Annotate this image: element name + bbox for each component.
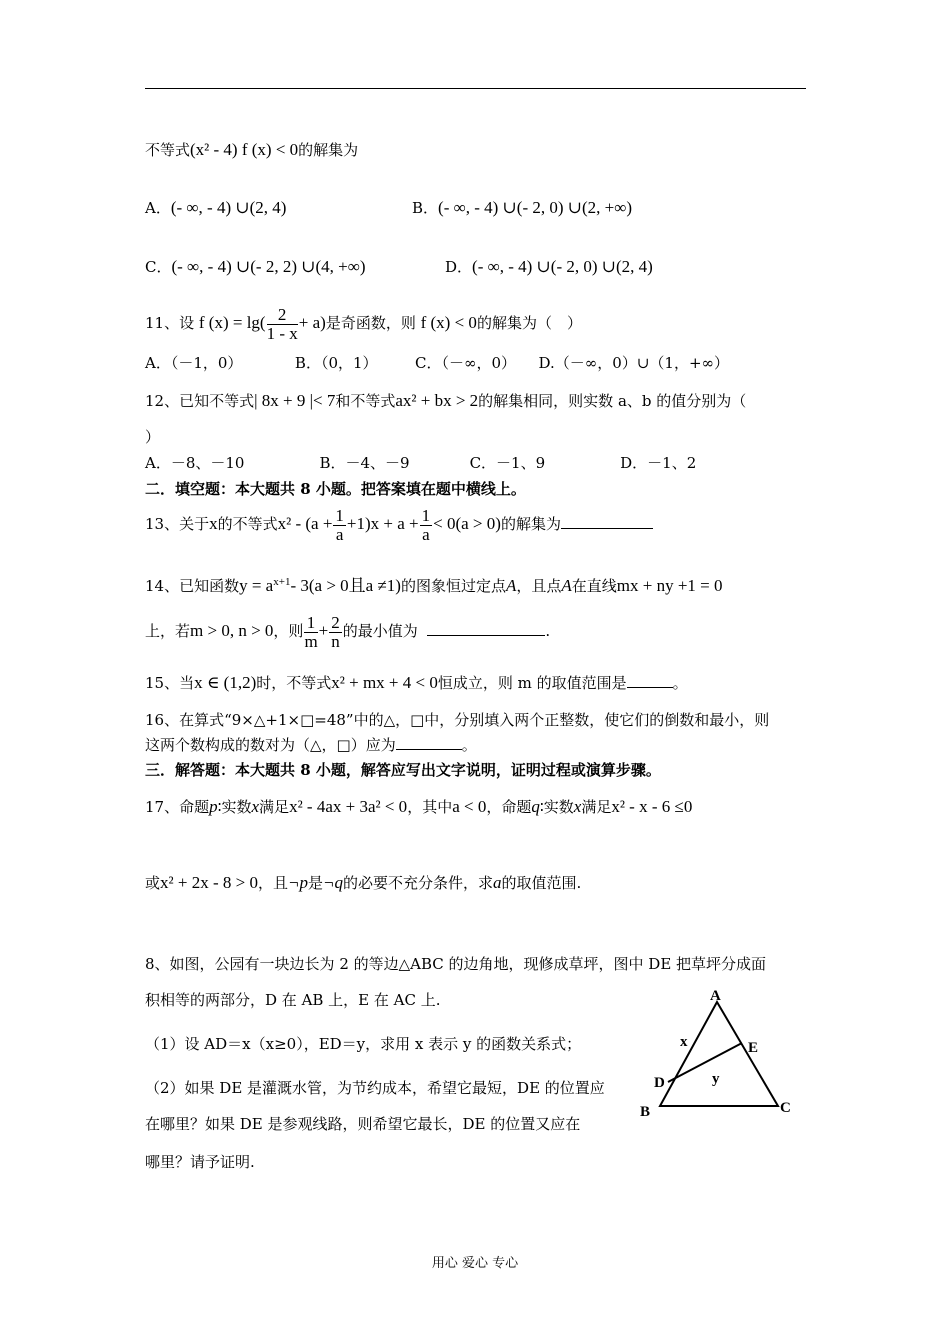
q10-stem-tail: 的解集为 (298, 141, 359, 159)
q11-fraction-den: 1 - x (266, 323, 298, 343)
q8-line-5: 在哪里？如果 DE 是参观线路，则希望它最长，DE 的位置又应在 (145, 1115, 581, 1133)
q15-tail: 恒成立，则 m 的取值范围是 (437, 674, 627, 692)
q13-mid-text: 的不等式 (217, 515, 278, 533)
q14-point-a-2: A (561, 576, 572, 595)
q10-option-c-value: (- ∞, - 4) ∪(- 2, 2) ∪(4, +∞) (171, 257, 366, 276)
q16-line-2 (145, 735, 477, 755)
label-b: B (640, 1104, 651, 1120)
q14-line-1 (145, 572, 723, 596)
q15-number: 15、当 (145, 674, 195, 692)
q8-line-6: 哪里？请予证明. (145, 1153, 255, 1171)
q11-tail: 的解集为（ ） (476, 314, 582, 332)
q14-line-equation: mx + ny +1 = 0 (616, 576, 723, 595)
q10-stem-text: 不等式 (145, 141, 191, 159)
header-rule (145, 88, 806, 89)
q14-l2-math: m > 0, n > 0 (190, 621, 274, 640)
q11-fraction (267, 306, 298, 343)
section-3-heading: 三．解答题：本大题共 8 小题，解答应写出文字说明，证明过程或演算步骤。 (145, 761, 661, 779)
q10-stem-math: (x² - 4) f (x) < 0 (190, 140, 299, 159)
q15-end: 。 (672, 674, 688, 692)
q13-fraction-1-den: a (335, 524, 344, 544)
q17-l2-pre: 或 (145, 874, 161, 892)
q17-t2: 满足 (259, 798, 290, 816)
q14-fraction-1-den: m (304, 631, 318, 651)
q17-x-2: x (573, 797, 582, 816)
q15-mid-text: 时，不等式 (256, 674, 332, 692)
q8-line-4: （2）如果 DE 是灌溉水管，为节约成本，希望它最短，DE 的位置应 (145, 1079, 605, 1097)
label-c: C (780, 1100, 791, 1116)
q17-t1: ∶实数 (217, 798, 252, 816)
q16-line-1: 16、在算式“9×△+1×□=48”中的△，□中，分别填入两个正整数，使它们的倒数和最小，则 (145, 711, 770, 729)
q17-a: a (492, 873, 502, 892)
q15-stem (145, 673, 688, 693)
q12-number: 12、已知不等式 (145, 392, 255, 410)
q14-l2-pre: 上，若 (145, 622, 191, 640)
q13-math-3: < 0(a > 0) (433, 514, 501, 533)
q11-stem (145, 304, 582, 343)
q17-number: 17、命题 (145, 798, 210, 816)
q17-l2-t1: ，且 (257, 874, 288, 892)
q13-fraction-2-num: 1 (421, 505, 431, 525)
q13-var: x (209, 514, 218, 533)
label-x: x (680, 1034, 688, 1050)
q10-option-c-label: C． (145, 258, 172, 276)
q13-tail: 的解集为 (500, 515, 561, 533)
q13-fraction-2 (420, 507, 433, 544)
q13-answer-blank[interactable] (561, 528, 653, 529)
q12-options: A．－8、－10 B．－4、－9 C．－1、9 D．－1、2 (145, 454, 697, 472)
q13-math-1: x² - (a + (277, 514, 333, 533)
q15-answer-blank[interactable] (627, 687, 673, 688)
q8-line-2: 积相等的两部分，D 在 AB 上，E 在 AC 上. (145, 991, 441, 1009)
q17-p: p (209, 797, 218, 816)
q11-fraction-num: 2 (267, 306, 298, 325)
label-y: y (712, 1071, 720, 1087)
q14-fraction-2-num: 2 (331, 612, 340, 632)
q17-not-q: ¬q (322, 873, 343, 892)
q15-math-2: x² + mx + 4 < 0 (331, 673, 438, 692)
q16-line-2-text: 这两个数构成的数对为（△，□）应为 (145, 736, 396, 754)
q17-t4: ，命题 (486, 798, 532, 816)
q11-func-lhs: f (x) = lg( (198, 313, 266, 332)
q10-option-a-label: A． (145, 199, 171, 217)
q14-plus: + (318, 621, 329, 640)
q17-math-3: x² - x - 6 ≤0 (611, 797, 693, 816)
q12-math-2: ax² + bx > 2 (395, 391, 479, 410)
q14-fraction-2 (329, 614, 342, 651)
q13-number: 13、关于 (145, 515, 210, 533)
q17-l2-math: x² + 2x - 8 > 0 (160, 873, 258, 892)
label-a: A (710, 988, 721, 1004)
q17-not-p: ¬p (287, 873, 308, 892)
q10-option-d-value: (- ∞, - 4) ∪(- 2, 0) ∪(2, 4) (472, 257, 653, 276)
q10-option-d-label: D． (445, 258, 473, 276)
label-e: E (748, 1040, 759, 1056)
q17-t6: 满足 (581, 798, 612, 816)
q17-q: q (531, 797, 540, 816)
q12-math-1: | 8x + 9 |< 7 (254, 391, 336, 410)
q14-l2-tail: 的最小值为 (342, 622, 418, 640)
q17-t3: ，其中 (407, 798, 453, 816)
q17-line-1 (145, 797, 692, 817)
q17-l2-t4: 的取值范围. (501, 874, 582, 892)
q15-math-1: x ∈ (1,2) (194, 673, 257, 692)
label-d: D (654, 1075, 665, 1091)
q14-answer-blank[interactable] (427, 635, 545, 636)
q14-number: 14、已知函数 (145, 577, 240, 595)
q17-math-2: a < 0 (452, 797, 487, 816)
q17-l2-t2: 是 (307, 874, 323, 892)
q14-math-1: y = a (239, 576, 274, 595)
q11-mid-text: 是奇函数，则 (325, 314, 416, 332)
q17-math-1: x² - 4ax + 3a² < 0 (289, 797, 408, 816)
q12-stem (145, 391, 746, 411)
q14-fraction-1 (304, 614, 317, 651)
q10-option-b-value: (- ∞, - 4) ∪(- 2, 0) ∪(2, +∞) (438, 198, 633, 217)
q13-fraction-1 (333, 507, 346, 544)
q17-x: x (251, 797, 260, 816)
q11-condition: f (x) < 0 (420, 313, 477, 332)
q14-point-a: A (505, 576, 517, 595)
q14-exponent: x+1 (273, 576, 291, 588)
q14-l2-mid: ，则 (273, 622, 304, 640)
q14-fraction-2-den: n (331, 631, 340, 651)
q14-line-2 (145, 612, 550, 651)
q16-end: 。 (461, 736, 477, 754)
q14-mid-text-2: ，且点 (516, 577, 562, 595)
q8-line-1: 8、如图，公园有一块边长为 2 的等边△ABC 的边角地，现修成草坪，图中 DE 把草坪分成面 (145, 955, 767, 973)
q10-option-a (145, 197, 286, 218)
q16-answer-blank[interactable] (396, 749, 462, 750)
q10-option-c (145, 256, 366, 277)
page-footer: 用心 爱心 专心 (431, 1256, 519, 1271)
q14-l2-end: . (545, 622, 551, 640)
q12-tail: 的解集相同，则实数 a、b 的值分别为（ (478, 392, 747, 410)
q13-fraction-2-den: a (422, 524, 430, 544)
q14-fraction-1-num: 1 (304, 614, 317, 633)
q10-option-d (445, 256, 653, 277)
q12-cont: ） (145, 428, 161, 446)
q11-func-rhs: + a) (298, 313, 326, 332)
q13-math-2: +1)x + a + (346, 514, 419, 533)
q11-options: A．（－1，0） B．（0，1） C．（－∞，0） D.（－∞，0）∪（1，+∞） (145, 354, 730, 372)
q10-stem (145, 140, 358, 160)
q12-mid-text: 和不等式 (335, 392, 396, 410)
q17-t5: ∶实数 (539, 798, 574, 816)
q13-stem (145, 505, 653, 544)
q10-option-b (412, 197, 632, 218)
q17-l2-t3: 的必要不充分条件，求 (342, 874, 493, 892)
q10-option-a-value: (- ∞, - 4) ∪(2, 4) (170, 198, 287, 217)
q13-fraction-1-num: 1 (335, 505, 344, 525)
q14-math-2: - 3(a > 0且a ≠1) (290, 576, 401, 595)
section-2-heading: 二．填空题：本大题共 8 小题。把答案填在题中横线上。 (145, 480, 526, 498)
q14-mid-text-3: 在直线 (571, 577, 617, 595)
q10-option-b-label: B． (412, 199, 439, 217)
q14-mid-text: 的图象恒过定点 (400, 577, 506, 595)
q8-line-3: （1）设 AD＝x（x≥0），ED＝y，求用 x 表示 y 的函数关系式； (145, 1035, 582, 1053)
triangle-figure (630, 980, 805, 1125)
q17-line-2 (145, 873, 581, 893)
q11-number: 11、设 (145, 314, 195, 332)
